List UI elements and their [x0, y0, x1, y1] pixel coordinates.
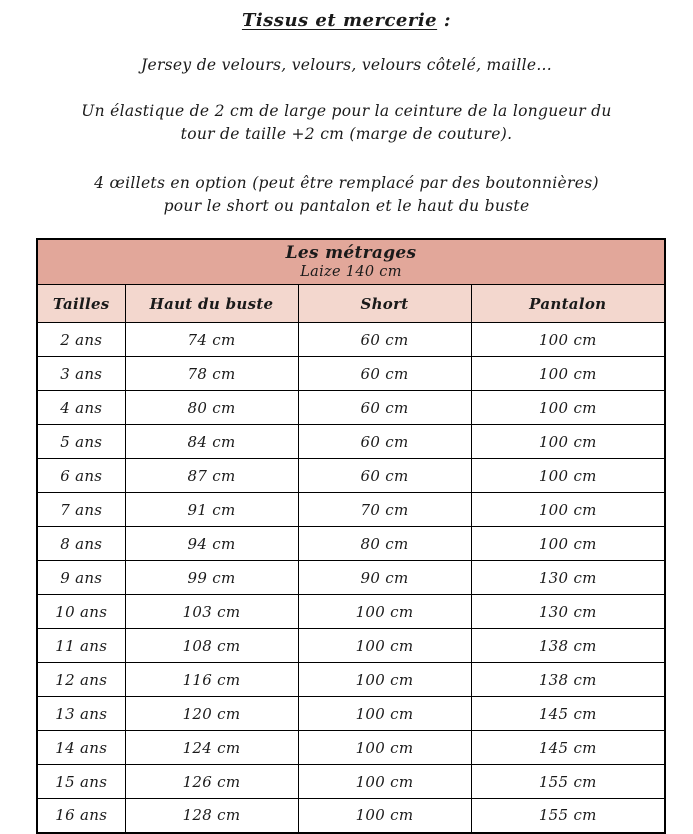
table-row — [37, 799, 665, 833]
page-title — [0, 10, 693, 31]
intro-paragraph-eyelets-line1: 4 œillets en option (peut être remplacé par des boutonnières) — [94, 174, 599, 192]
short-cell: 100 cm — [298, 731, 471, 765]
table-row — [37, 391, 665, 425]
yardage-table — [36, 238, 666, 834]
size-cell: 2 ans — [37, 323, 125, 357]
haut-du-buste-cell: 91 cm — [125, 493, 298, 527]
haut-du-buste-cell: 99 cm — [125, 561, 298, 595]
short-cell: 60 cm — [298, 425, 471, 459]
short-cell: 100 cm — [298, 765, 471, 799]
column-header-pantalon: Pantalon — [471, 285, 665, 323]
table-row — [37, 459, 665, 493]
pantalon-cell: 145 cm — [471, 697, 665, 731]
size-cell: 16 ans — [37, 799, 125, 833]
table-row — [37, 663, 665, 697]
haut-du-buste-cell: 126 cm — [125, 765, 298, 799]
pantalon-cell: 100 cm — [471, 357, 665, 391]
pantalon-cell: 145 cm — [471, 731, 665, 765]
intro-paragraph-eyelets — [0, 172, 693, 218]
haut-du-buste-cell: 120 cm — [125, 697, 298, 731]
short-cell: 100 cm — [298, 663, 471, 697]
size-cell: 15 ans — [37, 765, 125, 799]
size-cell: 6 ans — [37, 459, 125, 493]
short-cell: 60 cm — [298, 391, 471, 425]
table-row — [37, 425, 665, 459]
size-cell: 4 ans — [37, 391, 125, 425]
document-page — [0, 10, 693, 825]
size-cell: 7 ans — [37, 493, 125, 527]
haut-du-buste-cell: 103 cm — [125, 595, 298, 629]
pantalon-cell: 100 cm — [471, 459, 665, 493]
intro-paragraph-elastic-line1: Un élastique de 2 cm de large pour la ceinture de la longueur du — [81, 102, 612, 120]
intro-paragraph-elastic-line2: tour de taille +2 cm (marge de couture). — [180, 125, 513, 143]
table-row — [37, 697, 665, 731]
size-cell: 10 ans — [37, 595, 125, 629]
pantalon-cell: 130 cm — [471, 595, 665, 629]
pantalon-cell: 100 cm — [471, 527, 665, 561]
haut-du-buste-cell: 124 cm — [125, 731, 298, 765]
size-cell: 12 ans — [37, 663, 125, 697]
short-cell: 70 cm — [298, 493, 471, 527]
column-header-haut-du-buste: Haut du buste — [125, 285, 298, 323]
table-title: Les métrages — [285, 243, 417, 263]
haut-du-buste-cell: 108 cm — [125, 629, 298, 663]
pantalon-cell: 138 cm — [471, 629, 665, 663]
table-row — [37, 595, 665, 629]
haut-du-buste-cell: 74 cm — [125, 323, 298, 357]
table-row — [37, 731, 665, 765]
haut-du-buste-cell: 94 cm — [125, 527, 298, 561]
short-cell: 60 cm — [298, 323, 471, 357]
page-title-colon: : — [437, 10, 452, 31]
short-cell: 100 cm — [298, 799, 471, 833]
size-cell: 13 ans — [37, 697, 125, 731]
pantalon-cell: 130 cm — [471, 561, 665, 595]
table-row — [37, 493, 665, 527]
haut-du-buste-cell: 78 cm — [125, 357, 298, 391]
short-cell: 100 cm — [298, 595, 471, 629]
table-row — [37, 527, 665, 561]
size-cell: 14 ans — [37, 731, 125, 765]
table-title-cell — [37, 239, 665, 285]
short-cell: 80 cm — [298, 527, 471, 561]
pantalon-cell: 138 cm — [471, 663, 665, 697]
haut-du-buste-cell: 128 cm — [125, 799, 298, 833]
pantalon-cell: 155 cm — [471, 799, 665, 833]
table-row — [37, 629, 665, 663]
intro-paragraph-elastic — [0, 100, 693, 146]
pantalon-cell: 100 cm — [471, 493, 665, 527]
short-cell: 100 cm — [298, 629, 471, 663]
intro-section — [0, 10, 693, 218]
table-title-band — [37, 239, 665, 285]
size-cell: 5 ans — [37, 425, 125, 459]
table-row — [37, 765, 665, 799]
short-cell: 100 cm — [298, 697, 471, 731]
table-row — [37, 561, 665, 595]
haut-du-buste-cell: 116 cm — [125, 663, 298, 697]
haut-du-buste-cell: 87 cm — [125, 459, 298, 493]
table-row — [37, 357, 665, 391]
table-row — [37, 323, 665, 357]
short-cell: 60 cm — [298, 459, 471, 493]
page-title-text: Tissus et mercerie — [241, 10, 438, 31]
size-cell: 8 ans — [37, 527, 125, 561]
table-header-row — [37, 285, 665, 323]
size-table-body — [37, 323, 665, 833]
size-cell: 9 ans — [37, 561, 125, 595]
haut-du-buste-cell: 84 cm — [125, 425, 298, 459]
size-cell: 3 ans — [37, 357, 125, 391]
table-subtitle: Laize 140 cm — [300, 264, 402, 280]
short-cell: 60 cm — [298, 357, 471, 391]
size-cell: 11 ans — [37, 629, 125, 663]
column-header-short: Short — [298, 285, 471, 323]
intro-paragraph-eyelets-line2: pour le short ou pantalon et le haut du buste — [163, 197, 530, 215]
pantalon-cell: 100 cm — [471, 391, 665, 425]
pantalon-cell: 100 cm — [471, 425, 665, 459]
haut-du-buste-cell: 80 cm — [125, 391, 298, 425]
column-header-tailles: Tailles — [37, 285, 125, 323]
intro-paragraph-fabrics: Jersey de velours, velours, velours côtelé, maille... — [140, 56, 553, 74]
pantalon-cell: 155 cm — [471, 765, 665, 799]
pantalon-cell: 100 cm — [471, 323, 665, 357]
short-cell: 90 cm — [298, 561, 471, 595]
